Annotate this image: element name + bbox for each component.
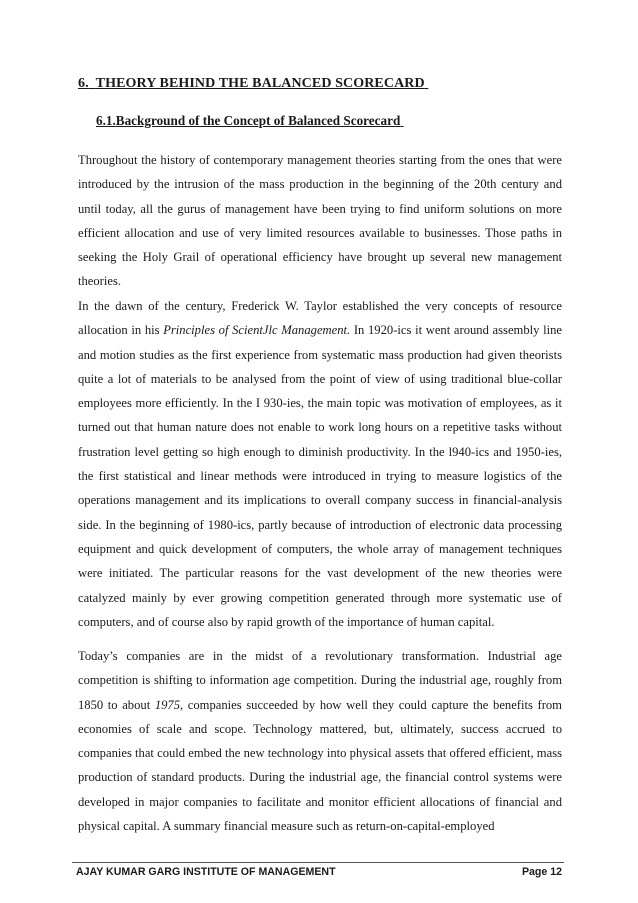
- paragraph-1: Throughout the history of contemporary management theories starting from the ones that were introduced by the intrusion of the mass production in the beginning of the 20th century and until today, all the gurus of management have been trying to find uniform solutions on more efficient allocation and use of very limited resources available to businesses. Those paths in seeking the Holy Grail of operational efficiency have brought up several new management theories.: [78, 153, 562, 289]
- footer-institute: AJAY KUMAR GARG INSTITUTE OF MANAGEMENT: [76, 866, 336, 878]
- subsection-number: 6.1.: [96, 113, 116, 128]
- section-title: THEORY BEHIND THE BALANCED SCORECARD: [95, 76, 425, 91]
- paragraph-2-italic: Principles of ScientJlc Management.: [163, 323, 351, 338]
- page-footer: [76, 866, 562, 878]
- paragraph-2-part-a: In the dawn of the century, Frederick W. Taylor established the very concepts of resource allocation in his: [78, 299, 562, 338]
- paragraph-3-part-a: Today’s companies are in the midst of a revolutionary transformation. Industrial age competition is shifting to information age competition. During the industrial age, roughly from 1850 to about: [78, 649, 562, 712]
- paragraph-3: [78, 644, 562, 838]
- subsection-title: Background of the Concept of Balanced Scorecard: [115, 113, 401, 128]
- paragraph-2: [78, 294, 562, 634]
- paragraph-3-italic: 1975,: [154, 697, 184, 712]
- paragraph-3-part-b: companies succeeded by how well they could capture the benefits from economies of scale and scope. Technology mattered, but, ultimately, success accrued to companies that could embed the new technology into physical assets that offered efficient, mass production of standard products. During the industrial age, the financial control systems were developed in major companies to facilitate and monitor efficient allocations of financial and physical capital. A summary financial measure such as return-on-capital-employed: [78, 697, 562, 834]
- section-heading: [78, 76, 428, 92]
- section-number: 6.: [78, 76, 89, 91]
- footer-divider: [72, 862, 564, 863]
- footer-page-number: Page 12: [521, 866, 562, 878]
- subsection-heading: [96, 113, 404, 129]
- paragraph-2-part-b: In 1920-ics it went around assembly line and motion studies as the first experience from systematic mass production had given theorists quite a lot of materials to be analysed from the point of view of using traditional blue-collar employees more efficiently. In the I 930-ies, the main topic was motivation of employees, as it turned out that human nature does not enable to work long hours on a repetitive tasks without frustration level getting so high enough to diminish productivity. In the l940-ics and 1950-ies, the first statistical and linear methods were introduced in trying to measure logistics of the operations management and its implications to overall company success in financial-analysis side. In the beginning of 1980-ics, partly because of introduction of electronic data processing equipment and quick development of computers, the whole array of management techniques were initiated. The particular reasons for the vast development of the new theories were catalyzed mainly by ever growing competition generated through more systematic use of computers, and of course also by rapid growth of the importance of human capital.: [78, 323, 562, 629]
